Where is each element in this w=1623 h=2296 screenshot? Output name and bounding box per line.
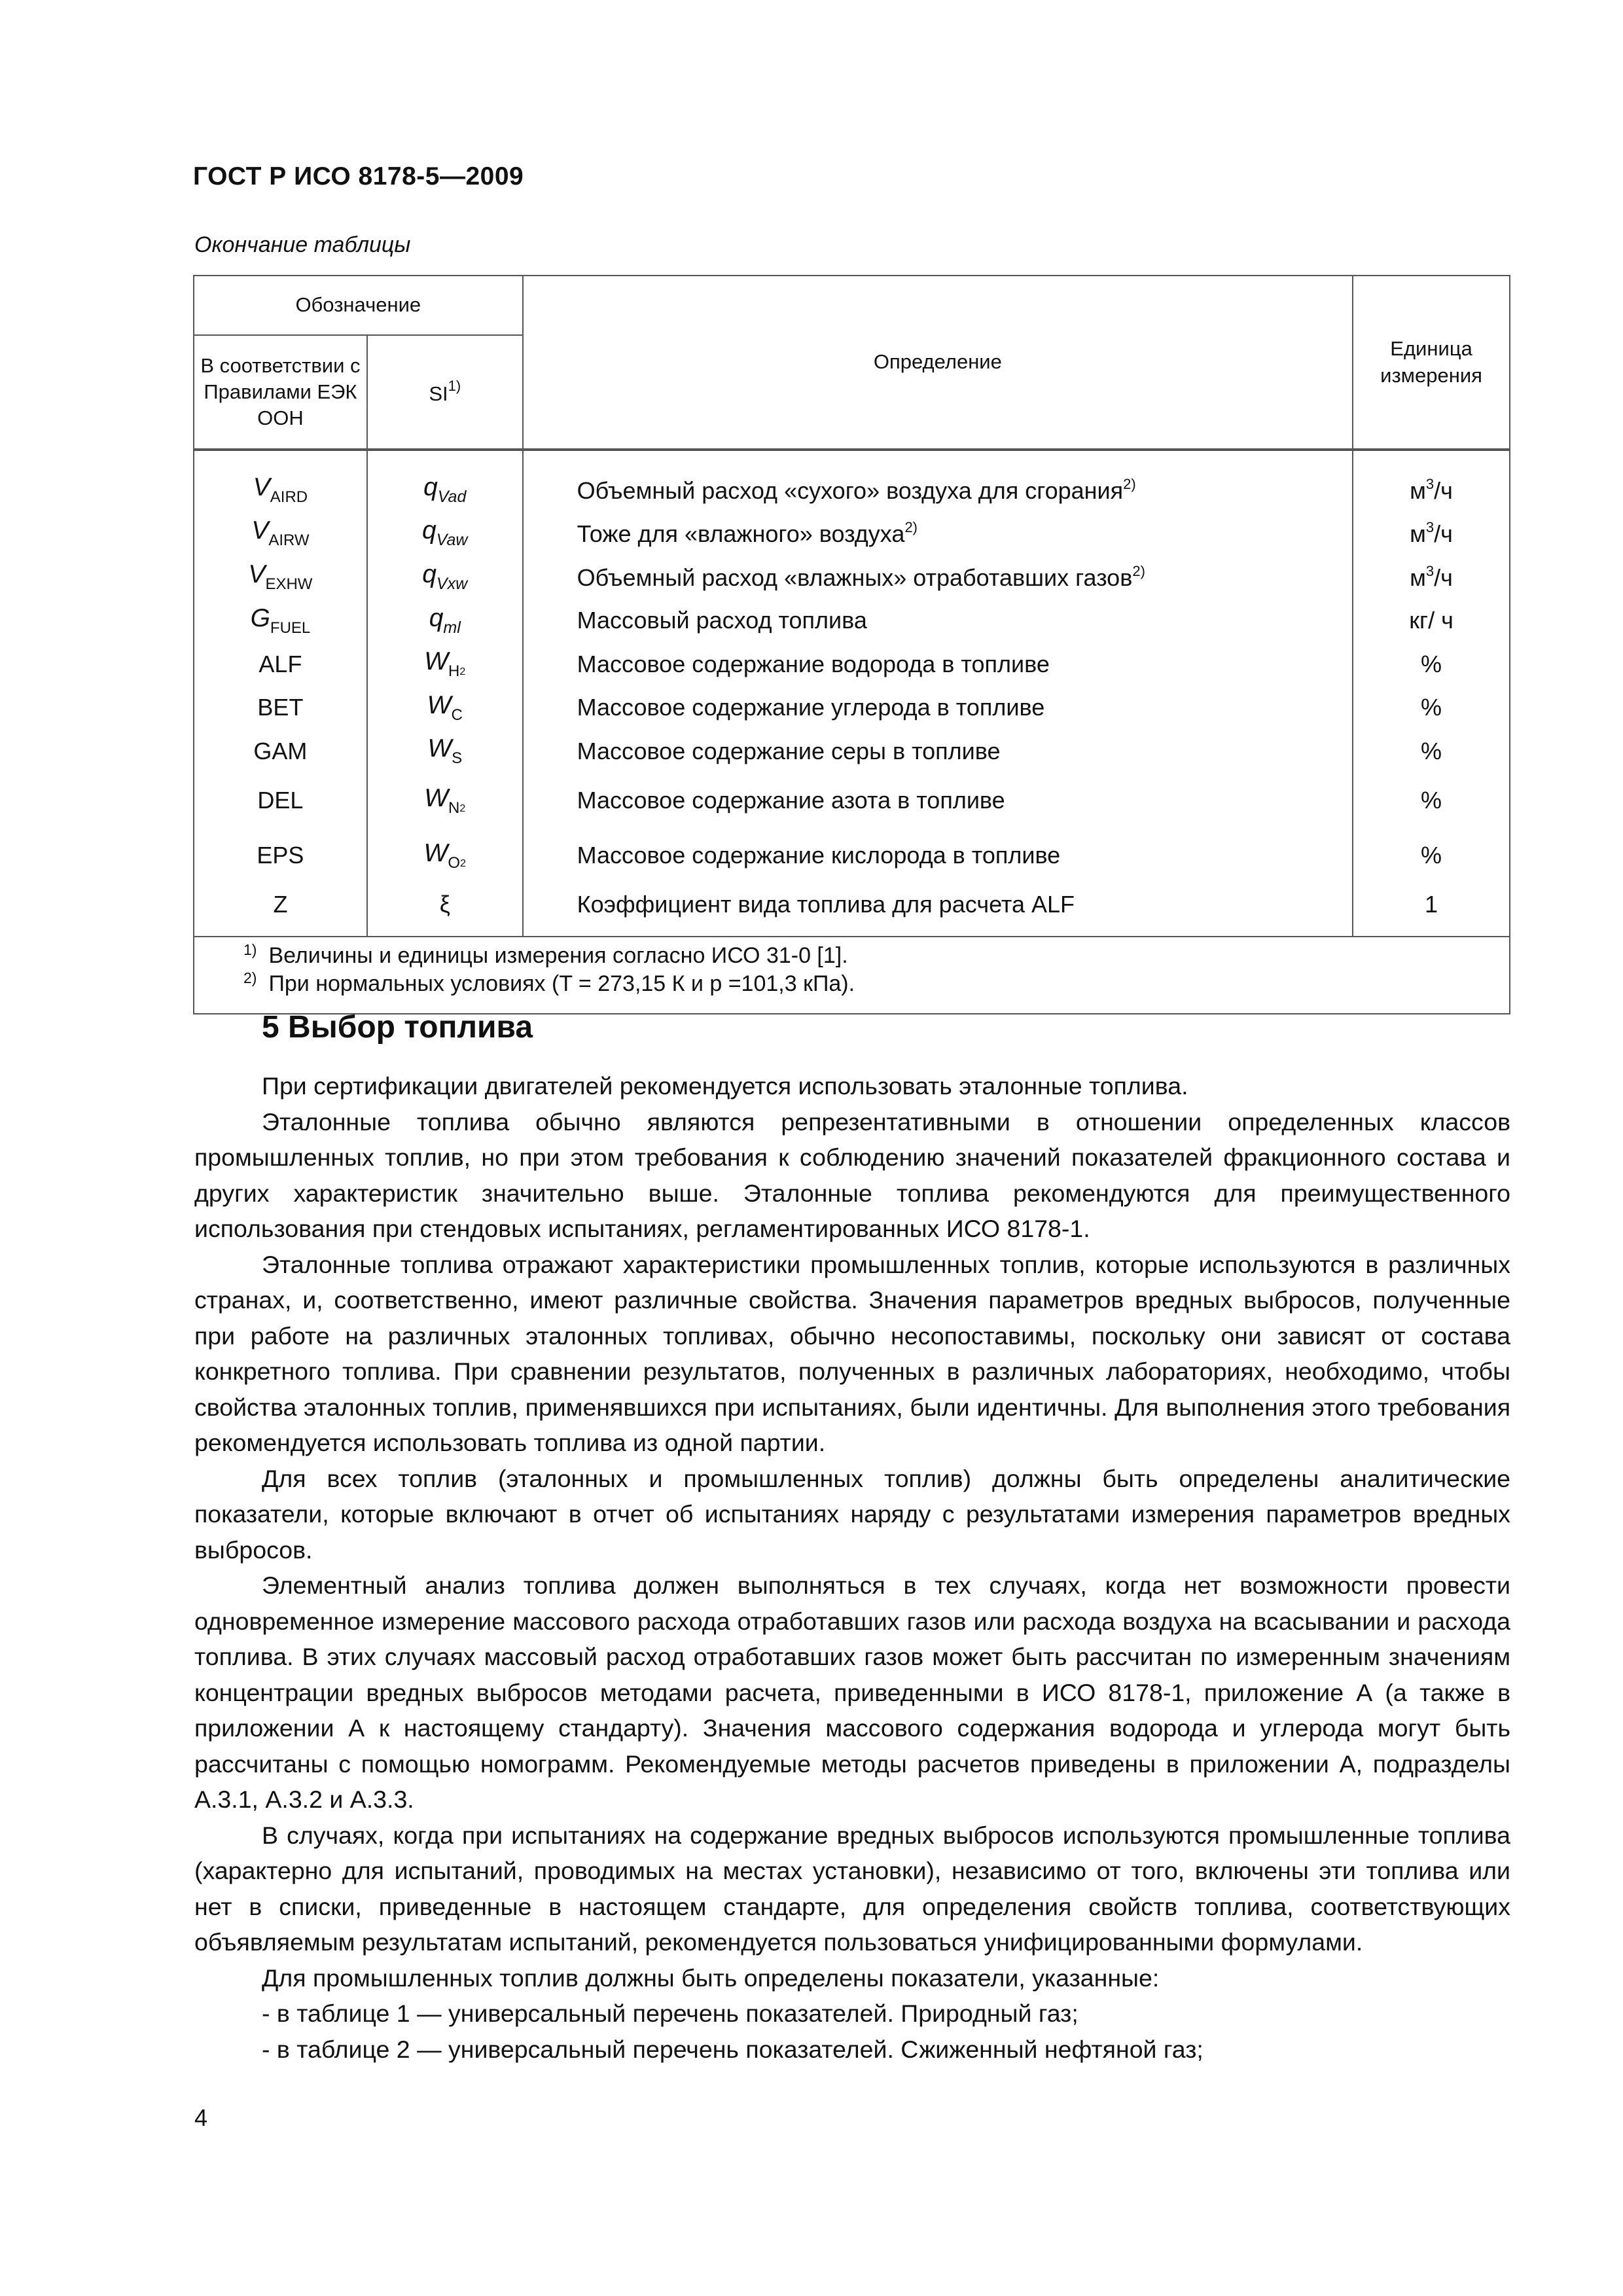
header-si-label: SI <box>429 382 448 405</box>
header-unit: Единица измерения <box>1353 276 1510 450</box>
header-definition: Определение <box>523 276 1353 450</box>
cell-si-symbol: $q_{Vxw}$ <box>367 555 523 599</box>
cell-ece-symbol: GAM <box>194 730 367 774</box>
table-row <box>194 599 1510 643</box>
cell-si-symbol: $W_{H2}$ <box>367 642 523 686</box>
table-row <box>194 512 1510 556</box>
cell-ece-symbol: $V_{AIRD}$ <box>194 450 367 512</box>
page-number: 4 <box>194 2104 208 2131</box>
list-item: - в таблице 1 — универсальный перечень показателей. Природный газ; <box>262 2000 1079 2027</box>
cell-ece-symbol: Z <box>194 883 367 937</box>
cell-si-symbol: $q_{Vad}$ <box>367 450 523 512</box>
table-footnotes-row <box>194 937 1510 1014</box>
paragraph: В случаях, когда при испытаниях на содержание вредных выбросов используются промышленные топлива (характерно для испытаний, проводимых на местах установки), независимо от того, включены эти топлива или нет в списки, приведенные в настоящем стандарте, для определения свойств топлива, соответствующих объявляемым результатам испытаний, рекомендуется пользоваться унифицированными формулами. <box>194 1821 1510 1956</box>
table-row <box>194 730 1510 774</box>
cell-unit: 1 <box>1353 883 1510 937</box>
cell-si-symbol: ξ <box>367 883 523 937</box>
cell-si-symbol: $W_S$ <box>367 730 523 774</box>
cell-ece-symbol: EPS <box>194 828 367 883</box>
cell-unit: % <box>1353 730 1510 774</box>
cell-definition: Массовое содержание кислорода в топливе <box>523 828 1353 883</box>
cell-unit: м$^3$/ч <box>1353 512 1510 556</box>
cell-si-symbol: $W_C$ <box>367 686 523 730</box>
cell-unit: кг/ ч <box>1353 599 1510 643</box>
cell-definition: Массовый расход топлива <box>523 599 1353 643</box>
section-title: 5 Выбор топлива <box>262 1010 533 1045</box>
cell-definition: Тоже для «влажного» воздуха$^{2)}$ <box>523 512 1353 556</box>
table-footnote: $^{2)}$ При нормальных условиях (T = 273,15 К и р =101,3 кПа). <box>243 969 855 996</box>
paragraph: Эталонные топлива обычно являются репрезентативными в отношении определенных классов промышленных топлив, но при этом требования к соблюдению значений показателей фракционного состава и других характеристик значительно выше. Эталонные топлива рекомендуются для преимущественного использования при стендовых испытаниях, регламентированных ИСО 8178-1. <box>194 1107 1510 1242</box>
cell-ece-symbol: $V_{EXHW}$ <box>194 555 367 599</box>
paragraph: Эталонные топлива отражают характеристики промышленных топлив, которые используются в различных странах, и, соответственно, имеют различные свойства. Значения параметров вредных выбросов, полученные при работе на различных эталонных топливах, обычно несопоставимы, поскольку они зависят от состава конкретного топлива. При сравнении результатов, полученных в различных лабораториях, необходимо, чтобы свойства эталонных топлив, применявшихся при испытаниях, были идентичны. Для выполнения этого требования рекомендуется использовать топлива из одной партии. <box>194 1250 1510 1456</box>
cell-definition: Массовое содержание серы в топливе <box>523 730 1353 774</box>
cell-definition: Массовое содержание углерода в топливе <box>523 686 1353 730</box>
cell-ece-symbol: BET <box>194 686 367 730</box>
header-si-footnote-mark: 1) <box>448 377 461 394</box>
cell-definition: Объемный расход «сухого» воздуха для сгорания$^{2)}$ <box>523 450 1353 512</box>
designations-table <box>193 275 1510 1014</box>
paragraph: При сертификации двигателей рекомендуется использовать эталонные топлива. <box>262 1072 1188 1100</box>
header-designation: Обозначение <box>194 276 523 335</box>
paragraph: Для всех топлив (эталонных и промышленных топлив) должны быть определены аналитические показатели, которые включают в отчет об испытаниях наряду с результатами измерения параметров вредных выбросов. <box>194 1464 1510 1564</box>
cell-unit: % <box>1353 828 1510 883</box>
cell-definition: Массовое содержание водорода в топливе <box>523 642 1353 686</box>
paragraph: Элементный анализ топлива должен выполняться в тех случаях, когда нет возможности провести одновременное измерение массового расхода отработавших газов или расхода воздуха на всасывании и расхода топлива. В этих случаях массовый расход отработавших газов может быть рассчитан по измеренным значениям концентрации вредных выбросов методами расчета, приведенными в ИСО 8178-1, приложение А (а также в приложении А к настоящему стандарту). Значения массового содержания водорода и углерода могут быть рассчитаны с помощью номограмм. Рекомендуемые методы расчетов приведены в приложении А, подразделы А.3.1, А.3.2 и А.3.3. <box>194 1571 1510 1813</box>
section-body <box>194 1068 1510 2067</box>
cell-unit: м$^3$/ч <box>1353 555 1510 599</box>
cell-si-symbol: $q_{ml}$ <box>367 599 523 643</box>
cell-ece-symbol: $G_{FUEL}$ <box>194 599 367 643</box>
cell-definition: Массовое содержание азота в топливе <box>523 773 1353 828</box>
table-row <box>194 642 1510 686</box>
header-si <box>367 335 523 450</box>
cell-si-symbol: $W_{O2}$ <box>367 828 523 883</box>
table-footnote: $^{1)}$ Величины и единицы измерения согласно ИСО 31-0 [1]. <box>243 941 848 968</box>
table-row <box>194 828 1510 883</box>
cell-ece-symbol: ALF <box>194 642 367 686</box>
cell-unit: м$^3$/ч <box>1353 450 1510 512</box>
table-continuation-caption: Окончание таблицы <box>194 232 411 257</box>
table-row <box>194 555 1510 599</box>
cell-si-symbol: $W_{N2}$ <box>367 773 523 828</box>
table-row <box>194 773 1510 828</box>
document-code: ГОСТ Р ИСО 8178-5—2009 <box>193 162 524 190</box>
cell-unit: % <box>1353 642 1510 686</box>
cell-ece-symbol: $V_{AIRW}$ <box>194 512 367 556</box>
cell-definition: Коэффициент вида топлива для расчета ALF <box>523 883 1353 937</box>
table-row <box>194 686 1510 730</box>
cell-si-symbol: $q_{Vaw}$ <box>367 512 523 556</box>
table-row <box>194 450 1510 512</box>
cell-ece-symbol: DEL <box>194 773 367 828</box>
table-row <box>194 883 1510 937</box>
header-ece-rules: В соответствии с Правилами ЕЭК ООН <box>194 335 367 450</box>
paragraph: Для промышленных топлив должны быть определены показатели, указанные: <box>262 1964 1160 1992</box>
cell-unit: % <box>1353 686 1510 730</box>
cell-unit: % <box>1353 773 1510 828</box>
cell-definition: Объемный расход «влажных» отработавших газов$^{2)}$ <box>523 555 1353 599</box>
list-item: - в таблице 2 — универсальный перечень показателей. Сжиженный нефтяной газ; <box>262 2035 1204 2063</box>
table-footnotes <box>194 937 1510 1014</box>
